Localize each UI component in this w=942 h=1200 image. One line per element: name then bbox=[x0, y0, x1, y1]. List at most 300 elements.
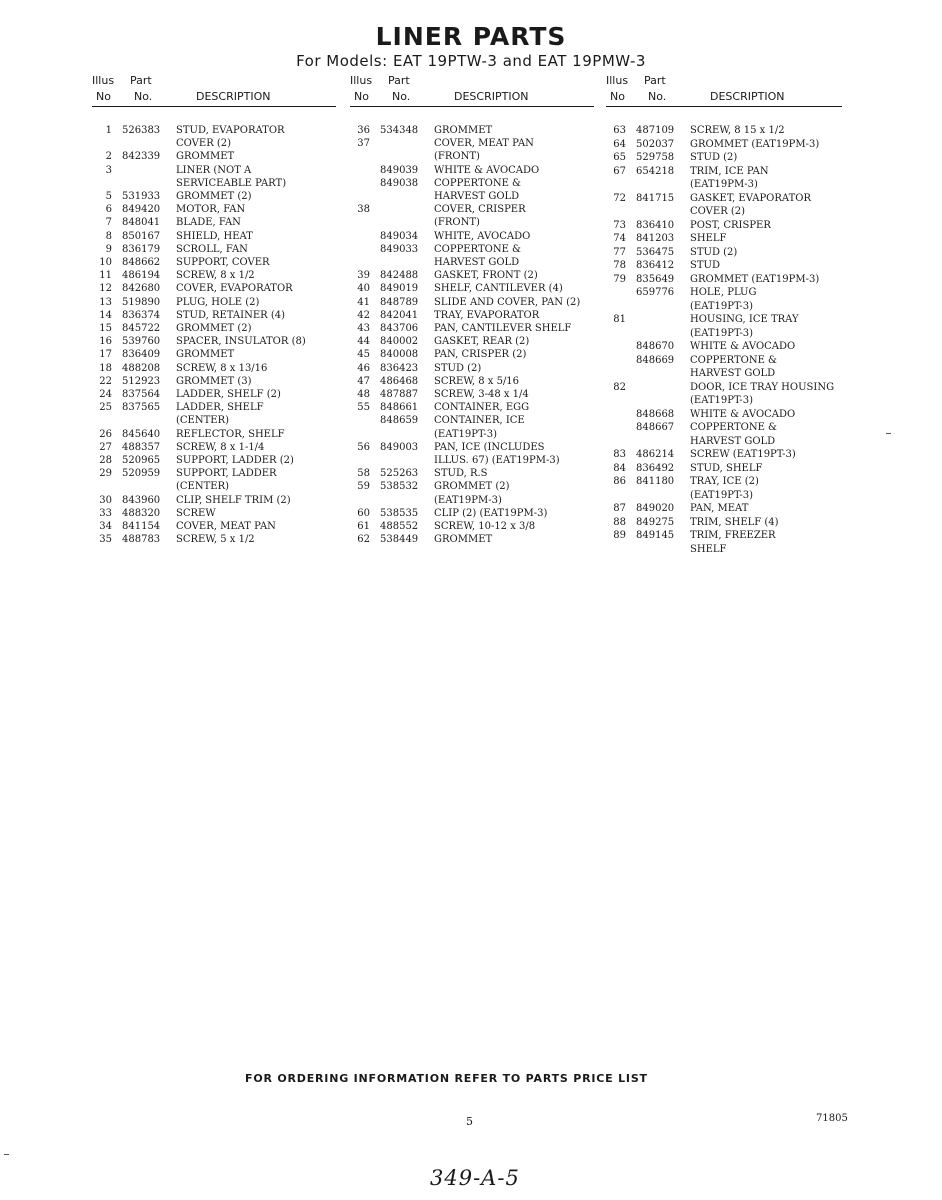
parts-row bbox=[92, 428, 336, 441]
parts-row bbox=[350, 256, 594, 269]
part-description: CONTAINER, EGG bbox=[434, 402, 530, 414]
part-number: 488783 bbox=[122, 534, 161, 546]
part-number: 836423 bbox=[380, 362, 419, 374]
parts-row bbox=[606, 408, 842, 421]
part-number: 840008 bbox=[380, 349, 419, 361]
parts-row bbox=[606, 327, 842, 340]
illus-number: 26 bbox=[99, 428, 112, 440]
parts-row bbox=[92, 322, 336, 335]
illus-number: 14 bbox=[99, 309, 112, 321]
part-description: SHIELD, HEAT bbox=[176, 230, 253, 242]
illus-number: 24 bbox=[99, 389, 112, 400]
part-number: 848668 bbox=[636, 408, 675, 420]
parts-row bbox=[350, 467, 594, 480]
illus-number: 67 bbox=[613, 165, 626, 177]
part-number: 848670 bbox=[636, 341, 675, 352]
illus-number: 17 bbox=[99, 349, 112, 361]
part-number: 849003 bbox=[380, 441, 419, 453]
parts-row bbox=[606, 489, 842, 502]
part-description: WHITE, AVOCADO bbox=[434, 230, 531, 242]
illus-number: 81 bbox=[613, 314, 626, 325]
part-number: 849275 bbox=[636, 516, 675, 528]
part-description: COPPERTONE & bbox=[434, 177, 521, 189]
part-number: 538535 bbox=[380, 507, 419, 519]
ordering-note: FOR ORDERING INFORMATION REFER TO PARTS PRICE LIST bbox=[245, 1072, 648, 1085]
part-number: 836179 bbox=[122, 243, 161, 255]
part-description: SUPPORT, LADDER bbox=[176, 468, 277, 480]
illus-number: 13 bbox=[99, 296, 112, 308]
part-number: 487109 bbox=[636, 125, 675, 136]
parts-row bbox=[350, 520, 594, 533]
part-number: 849420 bbox=[122, 204, 161, 216]
parts-row bbox=[606, 367, 842, 380]
illus-number: 34 bbox=[99, 521, 112, 532]
description-header: DESCRIPTION bbox=[454, 90, 529, 103]
parts-row bbox=[92, 296, 336, 309]
part-description: (EAT19PT-3) bbox=[690, 327, 754, 339]
part-description: SCREW (EAT19PT-3) bbox=[690, 449, 796, 460]
illus-number: 65 bbox=[613, 152, 626, 163]
part-description: STUD, R.S bbox=[434, 468, 488, 480]
parts-row bbox=[92, 348, 336, 361]
part-number: 519890 bbox=[122, 296, 161, 308]
part-description: WHITE & AVOCADO bbox=[434, 164, 540, 176]
part-number: 848669 bbox=[636, 354, 675, 366]
part-number: 849020 bbox=[636, 503, 675, 514]
part-description: COVER, CRISPER bbox=[434, 204, 526, 216]
part-description: SUPPORT, COVER bbox=[176, 257, 270, 268]
illus-number: 29 bbox=[99, 468, 112, 480]
parts-row bbox=[92, 282, 336, 295]
part-description: COPPERTONE & bbox=[434, 243, 521, 255]
part-description: GROMMET bbox=[434, 534, 493, 546]
part-description: STUD, EVAPORATOR bbox=[176, 125, 285, 136]
part-description: STUD (2) bbox=[690, 246, 738, 258]
part-description: GROMMET (EAT19PM-3) bbox=[690, 138, 820, 150]
parts-row bbox=[350, 137, 594, 150]
part-number: 488208 bbox=[122, 362, 161, 374]
parts-row bbox=[92, 362, 336, 375]
parts-row bbox=[606, 475, 842, 488]
part-description: HOLE, PLUG bbox=[690, 287, 757, 298]
part-description: WHITE & AVOCADO bbox=[690, 408, 796, 420]
part-number: 849034 bbox=[380, 230, 419, 242]
illus-number: 11 bbox=[99, 270, 112, 282]
illus-number: 35 bbox=[99, 534, 112, 546]
parts-row bbox=[350, 388, 594, 401]
parts-row bbox=[350, 454, 594, 467]
part-number: 488357 bbox=[122, 441, 161, 453]
part-description: STUD (2) bbox=[434, 362, 482, 374]
part-number: 526383 bbox=[122, 125, 161, 136]
part-description: SERVICEABLE PART) bbox=[176, 177, 287, 189]
part-number: 845722 bbox=[122, 323, 161, 334]
parts-row bbox=[606, 340, 842, 353]
illus-number: 10 bbox=[99, 257, 112, 268]
part-number: 837564 bbox=[122, 389, 161, 400]
illus-header-bottom: No bbox=[96, 90, 111, 103]
parts-row bbox=[92, 375, 336, 388]
column-header bbox=[92, 74, 336, 107]
parts-row bbox=[350, 401, 594, 414]
parts-row bbox=[92, 137, 336, 150]
part-description: GROMMET (EAT19PM-3) bbox=[690, 273, 820, 285]
parts-row bbox=[606, 286, 842, 299]
parts-row bbox=[92, 216, 336, 229]
illus-number: 43 bbox=[357, 323, 370, 334]
part-description: TRAY, EVAPORATOR bbox=[434, 309, 540, 321]
part-description: (EAT19PT-3) bbox=[690, 300, 754, 312]
parts-row bbox=[92, 256, 336, 269]
part-number: 488552 bbox=[380, 521, 419, 532]
illus-header-top: Illus bbox=[350, 74, 373, 87]
part-number: 512923 bbox=[122, 375, 161, 387]
illus-number: 59 bbox=[357, 481, 370, 493]
illus-number: 30 bbox=[99, 494, 112, 506]
parts-row bbox=[606, 165, 842, 178]
part-number: 520959 bbox=[122, 468, 161, 480]
parts-row bbox=[92, 454, 336, 467]
parts-row bbox=[350, 124, 594, 137]
parts-row bbox=[350, 190, 594, 203]
part-number: 842488 bbox=[380, 270, 419, 282]
part-description: GROMMET (3) bbox=[176, 375, 252, 387]
part-number: 534348 bbox=[380, 125, 419, 136]
illus-number: 86 bbox=[613, 476, 626, 487]
parts-row bbox=[92, 203, 336, 216]
parts-row bbox=[92, 335, 336, 348]
illus-number: 9 bbox=[105, 243, 112, 255]
part-number: 539760 bbox=[122, 336, 161, 348]
part-number: 848661 bbox=[380, 402, 419, 414]
parts-row bbox=[92, 494, 336, 507]
illus-number: 87 bbox=[613, 503, 626, 514]
part-number: 848041 bbox=[122, 217, 161, 229]
part-description: SCREW, 8 x 1-1/4 bbox=[176, 441, 265, 453]
parts-row bbox=[606, 381, 842, 394]
part-description: PAN, ICE (INCLUDES bbox=[434, 441, 545, 453]
part-description: HARVEST GOLD bbox=[690, 368, 776, 379]
part-description: REFLECTOR, SHELF bbox=[176, 428, 285, 440]
part-number: 848789 bbox=[380, 296, 419, 308]
parts-row bbox=[350, 150, 594, 163]
illus-number: 41 bbox=[357, 296, 370, 308]
illus-number: 3 bbox=[105, 164, 112, 176]
parts-row bbox=[606, 421, 842, 434]
part-description: COPPERTONE & bbox=[690, 422, 777, 433]
illus-number: 12 bbox=[99, 283, 112, 295]
parts-row bbox=[350, 243, 594, 256]
parts-row bbox=[92, 414, 336, 427]
parts-row bbox=[350, 441, 594, 454]
part-description: (EAT19PT-3) bbox=[690, 489, 754, 501]
parts-row bbox=[350, 296, 594, 309]
parts-row bbox=[606, 516, 842, 529]
illus-number: 5 bbox=[105, 191, 112, 202]
part-description: (EAT19PT-3) bbox=[690, 395, 754, 406]
illus-number: 58 bbox=[357, 468, 370, 480]
part-description: (CENTER) bbox=[176, 481, 230, 493]
parts-row bbox=[606, 448, 842, 461]
part-number: 836374 bbox=[122, 309, 161, 321]
description-header: DESCRIPTION bbox=[710, 90, 785, 103]
parts-column-1 bbox=[92, 74, 336, 546]
part-description: SCREW, 8 x 5/16 bbox=[434, 375, 520, 387]
parts-row bbox=[92, 230, 336, 243]
illus-number: 37 bbox=[357, 138, 370, 150]
illus-number: 8 bbox=[105, 230, 112, 242]
part-description: GROMMET (2) bbox=[434, 481, 510, 493]
illus-number: 47 bbox=[357, 375, 370, 387]
part-number: 487887 bbox=[380, 389, 419, 400]
illus-number: 74 bbox=[613, 233, 626, 244]
part-number: 536475 bbox=[636, 246, 675, 258]
part-description: LINER (NOT A bbox=[176, 164, 252, 176]
part-description: STUD bbox=[690, 260, 720, 271]
illus-number: 61 bbox=[357, 521, 370, 532]
part-description: SCREW, 5 x 1/2 bbox=[176, 534, 255, 546]
part-header-bottom: No. bbox=[648, 90, 667, 103]
part-description: SCREW, 8 x 1/2 bbox=[176, 270, 255, 282]
part-description: COVER (2) bbox=[176, 138, 232, 150]
parts-row bbox=[350, 428, 594, 441]
parts-row bbox=[350, 335, 594, 348]
part-description: SCREW, 10-12 x 3/8 bbox=[434, 521, 536, 532]
illus-number: 63 bbox=[613, 125, 626, 136]
part-description: TRIM, ICE PAN bbox=[690, 165, 769, 177]
parts-column-2 bbox=[350, 74, 594, 546]
illus-number: 79 bbox=[613, 273, 626, 285]
parts-row bbox=[606, 462, 842, 475]
parts-row bbox=[350, 414, 594, 427]
part-header-top: Part bbox=[644, 74, 666, 87]
part-description: (CENTER) bbox=[176, 415, 230, 427]
illus-number: 73 bbox=[613, 219, 626, 231]
illus-number: 22 bbox=[99, 375, 112, 387]
parts-row bbox=[350, 480, 594, 493]
parts-row bbox=[350, 309, 594, 322]
illus-number: 16 bbox=[99, 336, 112, 348]
part-description: GASKET, EVAPORATOR bbox=[690, 192, 811, 204]
part-description: HOUSING, ICE TRAY bbox=[690, 314, 799, 325]
page-title: LINER PARTS bbox=[375, 22, 567, 51]
illus-number: 28 bbox=[99, 455, 112, 466]
margin-mark bbox=[886, 433, 891, 434]
parts-row bbox=[92, 401, 336, 414]
parts-row bbox=[350, 494, 594, 507]
part-description: BLADE, FAN bbox=[176, 217, 241, 229]
parts-row bbox=[606, 232, 842, 245]
parts-row bbox=[92, 243, 336, 256]
part-number: 836492 bbox=[636, 462, 675, 474]
part-number: 849145 bbox=[636, 530, 675, 541]
parts-row bbox=[350, 177, 594, 190]
part-number: 529758 bbox=[636, 152, 675, 163]
parts-row bbox=[92, 150, 336, 163]
illus-number: 83 bbox=[613, 449, 626, 460]
illus-number: 46 bbox=[357, 362, 370, 374]
illus-header-top: Illus bbox=[606, 74, 629, 87]
illus-number: 60 bbox=[357, 507, 370, 519]
parts-row bbox=[92, 388, 336, 401]
parts-row bbox=[606, 124, 842, 137]
page-number: 5 bbox=[466, 1115, 473, 1128]
part-description: (EAT19PM-3) bbox=[690, 179, 758, 190]
parts-row bbox=[92, 269, 336, 282]
parts-row bbox=[606, 246, 842, 259]
part-number: 837565 bbox=[122, 402, 161, 414]
illus-number: 56 bbox=[357, 441, 370, 453]
part-description: COPPERTONE & bbox=[690, 354, 777, 366]
parts-row bbox=[350, 216, 594, 229]
part-number: 836409 bbox=[122, 349, 161, 361]
parts-row bbox=[350, 322, 594, 335]
part-number: 835649 bbox=[636, 273, 675, 285]
part-number: 486468 bbox=[380, 375, 419, 387]
parts-row bbox=[92, 533, 336, 546]
column-header bbox=[606, 74, 842, 107]
parts-row bbox=[606, 300, 842, 313]
illus-number: 39 bbox=[357, 270, 370, 282]
part-description: SLIDE AND COVER, PAN (2) bbox=[434, 296, 581, 308]
illus-number: 36 bbox=[357, 125, 370, 136]
illus-number: 77 bbox=[613, 246, 626, 258]
part-description: COVER (2) bbox=[690, 206, 746, 217]
illus-number: 89 bbox=[613, 530, 626, 541]
part-number: 520965 bbox=[122, 455, 161, 466]
parts-row bbox=[606, 178, 842, 191]
part-description: SPACER, INSULATOR (8) bbox=[176, 336, 306, 348]
parts-column-3 bbox=[606, 74, 842, 555]
part-number: 849039 bbox=[380, 164, 419, 176]
part-description: HARVEST GOLD bbox=[434, 191, 520, 202]
parts-row bbox=[606, 543, 842, 556]
parts-row bbox=[606, 502, 842, 515]
part-number: 840002 bbox=[380, 336, 419, 348]
parts-row bbox=[350, 533, 594, 546]
part-header-top: Part bbox=[388, 74, 410, 87]
part-description: (FRONT) bbox=[434, 217, 480, 229]
parts-row bbox=[606, 259, 842, 272]
parts-row bbox=[606, 529, 842, 542]
parts-row bbox=[92, 467, 336, 480]
part-description: PLUG, HOLE (2) bbox=[176, 296, 260, 308]
illus-number: 6 bbox=[105, 204, 112, 216]
illus-number: 82 bbox=[613, 381, 626, 393]
illus-number: 2 bbox=[105, 151, 112, 163]
parts-row bbox=[350, 282, 594, 295]
parts-row bbox=[92, 520, 336, 533]
parts-row bbox=[606, 192, 842, 205]
illus-number: 25 bbox=[99, 402, 112, 414]
part-number: 488320 bbox=[122, 507, 161, 519]
part-number: 841715 bbox=[636, 192, 675, 204]
parts-row bbox=[92, 480, 336, 493]
part-description: PAN, MEAT bbox=[690, 503, 749, 514]
illus-header-top: Illus bbox=[92, 74, 115, 87]
margin-mark bbox=[4, 1154, 9, 1155]
part-description: GROMMET (2) bbox=[176, 191, 252, 202]
illus-number: 40 bbox=[357, 283, 370, 295]
part-description: STUD, SHELF bbox=[690, 462, 763, 474]
part-number: 842680 bbox=[122, 283, 161, 295]
illus-number: 1 bbox=[105, 125, 112, 136]
part-number: 848659 bbox=[380, 415, 419, 427]
part-description: SHELF bbox=[690, 543, 727, 555]
part-description: TRIM, FREEZER bbox=[690, 530, 776, 541]
part-description: CLIP, SHELF TRIM (2) bbox=[176, 494, 291, 506]
illus-number: 88 bbox=[613, 516, 626, 528]
parts-row bbox=[606, 219, 842, 232]
parts-row bbox=[606, 151, 842, 164]
part-number: 486194 bbox=[122, 270, 161, 282]
part-number: 850167 bbox=[122, 230, 161, 242]
part-number: 841154 bbox=[122, 521, 161, 532]
part-number: 538532 bbox=[380, 481, 419, 493]
part-description: GROMMET (2) bbox=[176, 323, 252, 334]
parts-row bbox=[606, 273, 842, 286]
part-description: STUD, RETAINER (4) bbox=[176, 309, 286, 321]
part-description: COVER, MEAT PAN bbox=[176, 521, 276, 532]
parts-row bbox=[92, 507, 336, 520]
illus-number: 62 bbox=[357, 534, 370, 546]
part-number: 843706 bbox=[380, 323, 419, 334]
part-description: COVER, MEAT PAN bbox=[434, 138, 534, 150]
part-number: 654218 bbox=[636, 165, 675, 177]
part-description: POST, CRISPER bbox=[690, 219, 771, 231]
parts-row bbox=[606, 435, 842, 448]
illus-number: 72 bbox=[613, 192, 626, 204]
part-description: TRAY, ICE (2) bbox=[690, 476, 759, 487]
parts-row bbox=[350, 375, 594, 388]
part-description: DOOR, ICE TRAY HOUSING bbox=[690, 381, 835, 393]
column-header bbox=[350, 74, 594, 107]
part-description: CLIP (2) (EAT19PM-3) bbox=[434, 507, 548, 519]
part-description: PAN, CRISPER (2) bbox=[434, 349, 527, 361]
part-description: SHELF bbox=[690, 233, 727, 244]
handwritten-note: 349-A-5 bbox=[430, 1166, 520, 1190]
page-subtitle: For Models: EAT 19PTW-3 and EAT 19PMW-3 bbox=[296, 52, 646, 70]
parts-row bbox=[350, 164, 594, 177]
parts-row bbox=[350, 269, 594, 282]
part-number: 849038 bbox=[380, 177, 419, 189]
illus-header-bottom: No bbox=[354, 90, 369, 103]
part-description: COVER, EVAPORATOR bbox=[176, 283, 293, 295]
illus-number: 45 bbox=[357, 349, 370, 361]
part-description: SCREW bbox=[176, 507, 216, 519]
illus-number: 78 bbox=[613, 260, 626, 271]
part-description: GROMMET bbox=[434, 125, 493, 136]
part-description: LADDER, SHELF (2) bbox=[176, 389, 281, 400]
illus-number: 64 bbox=[613, 138, 626, 150]
part-number: 659776 bbox=[636, 287, 675, 298]
parts-row bbox=[606, 138, 842, 151]
part-number: 843960 bbox=[122, 494, 161, 506]
part-number: 845640 bbox=[122, 428, 161, 440]
illus-number: 48 bbox=[357, 389, 370, 400]
part-number: 848667 bbox=[636, 422, 675, 433]
part-header-bottom: No. bbox=[134, 90, 153, 103]
part-number: 841203 bbox=[636, 233, 675, 244]
parts-row bbox=[606, 354, 842, 367]
part-description: WHITE & AVOCADO bbox=[690, 341, 796, 352]
illus-number: 84 bbox=[613, 462, 626, 474]
part-description: STUD (2) bbox=[690, 152, 738, 163]
parts-row bbox=[92, 164, 336, 177]
part-number: 842041 bbox=[380, 309, 419, 321]
parts-row bbox=[92, 309, 336, 322]
part-number: 836410 bbox=[636, 219, 675, 231]
